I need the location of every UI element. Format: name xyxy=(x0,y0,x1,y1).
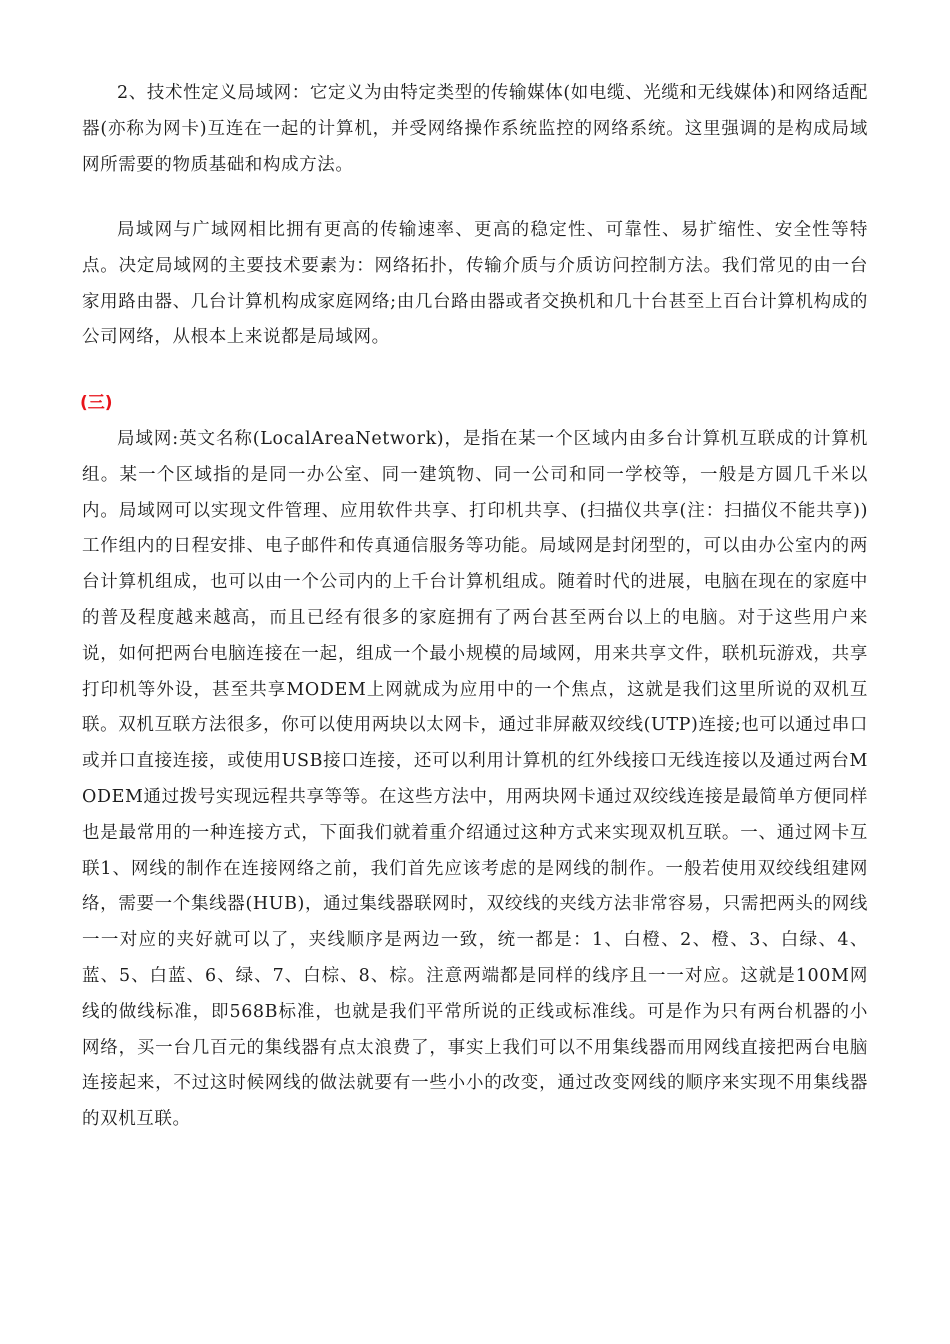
paragraph-lan-vs-wan: 局域网与广域网相比拥有更高的传输速率、更高的稳定性、可靠性、易扩缩性、安全性等特点。决定局域网的主要技术要素为：网络拓扑，传输介质与介质访问控制方法。我们常见的由一台家用路由器、几台计算机构成家庭网络;由几台路由器或者交换机和几十台甚至上百台计算机构成的公司网络，从根本上来说都是局域网。 xyxy=(82,220,868,348)
section-heading-three: (三) xyxy=(80,393,113,413)
paragraph-lan-definition-and-dual-pc: 局域网:英文名称(LocalAreaNetwork)，是指在某一个区域内由多台计算机互联成的计算机组。某一个区域指的是同一办公室、同一建筑物、同一公司和同一学校等，一般是方圆几千米以内。局域网可以实现文件管理、应用软件共享、打印机共享、(扫描仪共享(注：扫描仪不能共享))工作组内的日程安排、电子邮件和传真通信服务等功能。局域网是封闭型的，可以由办公室内的两台计算机组成，也可以由一个公司内的上千台计算机组成。随着时代的进展，电脑在现在的家庭中的普及程度越来越高，而且已经有很多的家庭拥有了两台甚至两台以上的电脑。对于这些用户来说，如何把两台电脑连接在一起，组成一个最小规模的局域网，用来共享文件，联机玩游戏，共享打印机等外设，甚至共享MODEM上网就成为应用中的一个焦点，这就是我们这里所说的双机互联。双机互联方法很多，你可以使用两块以太网卡，通过非屏蔽双绞线(UTP)连接;也可以通过串口或并口直接连接，或使用USB接口连接，还可以利用计算机的红外线接口无线连接以及通过两台MODEM通过拨号实现远程共享等等。在这些方法中，用两块网卡通过双绞线连接是最简单方便同样也是最常用的一种连接方式，下面我们就着重介绍通过这种方式来实现双机互联。一、通过网卡互联1、网线的制作在连接网络之前，我们首先应该考虑的是网线的制作。一般若使用双绞线组建网络，需要一个集线器(HUB)，通过集线器联网时，双绞线的夹线方法非常容易，只需把两头的网线一一对应的夹好就可以了，夹线顺序是两边一致，统一都是：1、白橙、2、橙、3、白绿、4、蓝、5、白蓝、6、绿、7、白棕、8、棕。注意两端都是同样的线序且一一对应。这就是100M网线的做线标准，即568B标准，也就是我们平常所说的正线或标准线。可是作为只有两台机器的小网络，买一台几百元的集线器有点太浪费了，事实上我们可以不用集线器而用网线直接把两台电脑连接起来，不过这时候网线的做法就要有一些小小的改变，通过改变网线的顺序来实现不用集线器的双机互联。 xyxy=(82,429,868,1130)
paragraph-technical-definition: 2、技术性定义局域网：它定义为由特定类型的传输媒体(如电缆、光缆和无线媒体)和网络适配器(亦称为网卡)互连在一起的计算机，并受网络操作系统监控的网络系统。这里强调的是构成局域网所需要的物质基础和构成方法。 xyxy=(82,83,868,175)
